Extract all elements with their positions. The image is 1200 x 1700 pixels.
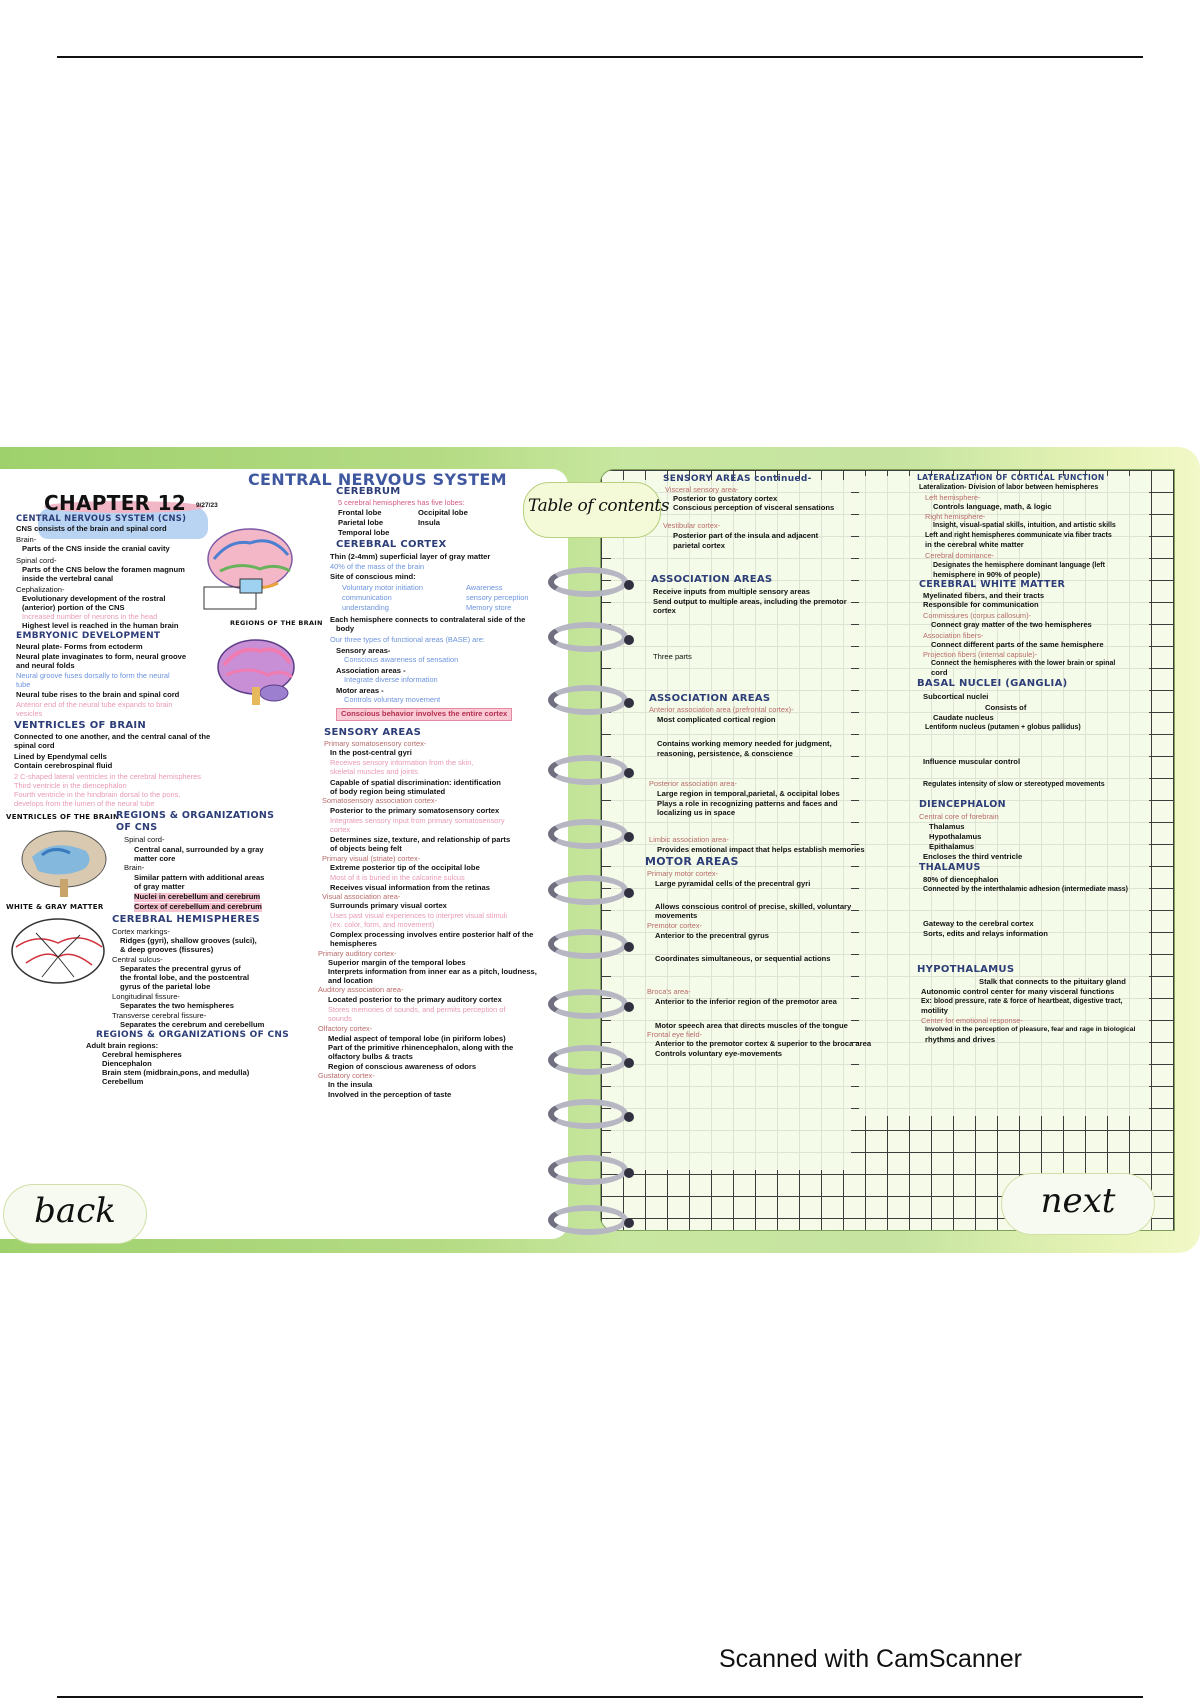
text-line: Cortex markings- [112, 927, 170, 936]
diagram-caption: WHITE & GRAY MATTER [6, 903, 104, 911]
spiral-ring [548, 929, 628, 959]
spiral-ring [548, 989, 628, 1019]
text-line: Neural plate invaginates to form, neural groove [16, 652, 187, 661]
text-line: Controls voluntary movement [344, 695, 441, 704]
text-line: Posterior part of the insula and adjacent [673, 531, 819, 540]
bottom-rule [57, 1696, 1143, 1698]
diagram-caption: VENTRICLES OF THE BRAIN [6, 813, 120, 821]
section-heading: REGIONS & ORGANIZATIONS [116, 810, 275, 821]
text-line: Increased number of neurons in the head [22, 612, 158, 621]
text-line: Central sulcus- [112, 955, 163, 964]
text-line: movements [655, 911, 698, 920]
text-line: Determines size, texture, and relationship of parts [330, 835, 511, 844]
spiral-ring [548, 1155, 628, 1185]
chapter-date: 9/27/23 [196, 502, 218, 509]
white-gray-matter-diagram [6, 913, 110, 989]
text-line: cortex [653, 606, 676, 615]
text-line: Visceral sensory area- [665, 485, 739, 494]
text-line: Subcortical nuclei [923, 692, 989, 701]
text-line: 5 cerebral hemispheres has five lobes: [338, 498, 465, 507]
text-line: Connect different parts of the same hemisphere [931, 640, 1104, 649]
text-line: Medial aspect of temporal lobe (in piriform lobes) [328, 1034, 506, 1043]
text-line: body [336, 624, 355, 633]
text-line: Motor speech area that directs muscles of the tongue [655, 1021, 848, 1030]
text-line: Frontal lobe [338, 508, 382, 517]
text-line: olfactory bulbs & tracts [328, 1052, 413, 1061]
text-line: CNS consists of the brain and spinal cord [16, 524, 167, 533]
spiral-ring [548, 567, 628, 597]
text-line: Lined by Ependymal cells [14, 752, 107, 761]
text-line: Premotor cortex- [647, 921, 703, 930]
right-page [600, 469, 1175, 1231]
text-line: Fourth ventricle in the hindbrain dorsal to the pons, [14, 790, 181, 799]
text-line: Limbic association area- [649, 835, 729, 844]
text-line: sounds [328, 1014, 352, 1023]
text-line: Designates the hemisphere dominant language (left [933, 562, 1105, 569]
text-line: Neural plate- Forms from ectoderm [16, 642, 143, 651]
text-line: Gustatory cortex- [318, 1071, 375, 1080]
text-line: Primary somatosensory cortex- [324, 739, 427, 748]
chapter-title: CHAPTER 12 [44, 491, 187, 515]
text-line: Consists of [985, 703, 1027, 712]
text-line: hemisphere in 90% of people) [933, 570, 1041, 579]
text-line: Integrate diverse information [344, 675, 438, 684]
text-line: Awareness [466, 583, 503, 592]
brain-lateral-diagram [200, 521, 318, 613]
text-line: the frontal lobe, and the postcentral [120, 973, 250, 982]
text-line: spinal cord [14, 741, 55, 750]
text-line: 40% of the mass of the brain [330, 562, 425, 571]
text-line: Encloses the third ventricle [923, 852, 1023, 861]
text-line: Connect the hemispheres with the lower brain or spinal [931, 660, 1116, 667]
text-line: Each hemisphere connects to contralateral side of the [330, 615, 526, 624]
text-line: Separates the precentral gyrus of [120, 964, 241, 973]
text-line: Left hemisphere- [925, 493, 981, 502]
text-line: Region of conscious awareness of odors [328, 1062, 477, 1071]
text-line: Auditory association area- [318, 985, 404, 994]
text-line: reasoning, persistence, & conscience [657, 749, 793, 758]
text-line: Most complicated cortical region [657, 715, 776, 724]
text-line: Our three types of functional areas (BASE) are: [330, 635, 485, 644]
text-line: Right hemisphere- [925, 512, 986, 521]
section-heading: CEREBRAL WHITE MATTER [919, 579, 1066, 590]
text-line: Receive inputs from multiple sensory areas [653, 587, 810, 596]
text-line: inside the vertebral canal [22, 574, 114, 583]
text-line: Cephalization- [16, 585, 65, 594]
text-line: Separates the cerebrum and cerebellum [120, 1020, 265, 1029]
left-page [0, 469, 568, 1239]
text-line: Myelinated fibers, and their tracts [923, 591, 1045, 600]
text-line: Uses past visual experiences to interpret visual stimuli [330, 911, 508, 920]
diagram-caption: REGIONS OF THE BRAIN [230, 619, 323, 627]
text-line: (anterior) portion of the CNS [22, 603, 125, 612]
spiral-ring [548, 1099, 628, 1129]
text-line: Similar pattern with additional areas [134, 873, 265, 882]
section-heading: ASSOCIATION AREAS [649, 693, 771, 704]
text-line: & deep grooves (fissures) [120, 945, 214, 954]
text-line: in the cerebral white matter [925, 540, 1024, 549]
section-heading: BASAL NUCLEI (GANGLIA) [917, 678, 1068, 689]
text-line: sensory perception [466, 593, 529, 602]
text-line: Posterior association area- [649, 779, 737, 788]
text-line: matter core [134, 854, 176, 863]
text-line: 80% of diencephalon [923, 875, 999, 884]
text-line: Most of it is buried in the calcarine sulcus [330, 873, 465, 882]
spiral-ring [548, 819, 628, 849]
text-line: vesicles [16, 709, 43, 718]
text-line: Commissures (corpus callosum)- [923, 611, 1032, 620]
text-line: Ridges (gyri), shallow grooves (sulci), [120, 936, 257, 945]
back-button-label: back [34, 1191, 116, 1231]
text-line: understanding [342, 603, 389, 612]
text-line: Connected by the interthalamic adhesion (intermediate mass) [923, 886, 1128, 893]
text-line: Coordinates simultaneous, or sequential actions [655, 954, 831, 963]
section-heading: CEREBRAL CORTEX [336, 539, 447, 550]
text-line: of objects being felt [330, 844, 402, 853]
text-line: Association areas - [336, 666, 406, 675]
text-line: and neural folds [16, 661, 75, 670]
section-heading: VENTRICLES OF BRAIN [14, 720, 147, 731]
text-line: Large region in temporal,parietal, & occipital lobes [657, 789, 840, 798]
text-line: Conscious perception of visceral sensations [673, 503, 835, 512]
section-heading: THALAMUS [919, 862, 981, 873]
text-line: Ex: blood pressure, rate & force of heartbeat, digestive tract, [921, 998, 1123, 1005]
text-line: Receives sensory information from the skin, [330, 758, 474, 767]
text-line: Capable of spatial discrimination: identification [330, 778, 501, 787]
text-line: Association fibers- [923, 631, 984, 640]
text-line: Contain cerebrospinal fluid [14, 761, 113, 770]
text-line: Sensory areas- [336, 646, 391, 655]
text-line: localizing us in space [657, 808, 736, 817]
text-line: Nuclei in cerebellum and cerebrum [134, 892, 261, 901]
text-line: Insula [418, 518, 440, 527]
section-heading: LATERALIZATION OF CORTICAL FUNCTION [917, 473, 1105, 482]
text-line: cortex [330, 825, 351, 834]
text-line: of body region being stimulated [330, 787, 446, 796]
text-line: Olfactory cortex- [318, 1024, 373, 1033]
text-line: Plays a role in recognizing patterns and faces and [657, 799, 838, 808]
table-of-contents-label[interactable]: Table of contents [528, 496, 670, 516]
text-line: Autonomic control center for many visceral functions [921, 987, 1115, 996]
text-line: Allows conscious control of precise, skilled, voluntary [655, 902, 852, 911]
text-line: Broca's area- [647, 987, 691, 996]
text-line: Transverse cerebral fissure- [112, 1011, 207, 1020]
text-line: Lateralization- Division of labor between hemispheres [919, 484, 1099, 491]
text-line: and location [328, 976, 373, 985]
text-line: Responsible for communication [923, 600, 1039, 609]
text-line: Epithalamus [929, 842, 975, 851]
spiral-ring [548, 755, 628, 785]
text-line: Projection fibers (internal capsule)- [923, 650, 1038, 659]
text-line: Connect gray matter of the two hemispheres [931, 620, 1092, 629]
section-heading: SENSORY AREAS [324, 727, 422, 738]
text-line: Longitudinal fissure- [112, 992, 180, 1001]
text-line: Brain- [124, 863, 145, 872]
text-line: Anterior to the premotor cortex & superior to the broca area [655, 1039, 872, 1048]
spiral-ring [548, 1205, 628, 1235]
text-line: Separates the two hemispheres [120, 1001, 234, 1010]
text-line: Neural tube rises to the brain and spinal cord [16, 690, 180, 699]
text-line: Anterior to the inferior region of the premotor area [655, 997, 837, 1006]
text-line: Parts of the CNS below the foramen magnum [22, 565, 185, 574]
spiral-ring [548, 1045, 628, 1075]
text-line: Adult brain regions: [86, 1041, 159, 1050]
text-line: Caudate nucleus [933, 713, 994, 722]
text-line: Sorts, edits and relays information [923, 929, 1048, 938]
text-line: Anterior association area (prefrontal cortex)- [649, 705, 794, 714]
section-heading: OF CNS [116, 822, 158, 833]
text-line: Conscious awareness of sensation [344, 655, 459, 664]
text-line: Cortex of cerebellum and cerebrum [134, 902, 262, 911]
text-line: rhythms and drives [925, 1035, 996, 1044]
text-line: communication [342, 593, 392, 602]
text-line: Large pyramidal cells of the precentral gyri [655, 879, 811, 888]
text-line: of gray matter [134, 882, 185, 891]
text-line: Influence muscular control [923, 757, 1021, 766]
section-heading: MOTOR AREAS [645, 855, 739, 868]
text-line: Involved in the perception of pleasure, fear and rage in biological [925, 1026, 1136, 1033]
text-line: Involved in the perception of taste [328, 1090, 452, 1099]
text-line: Receives visual information from the retinas [330, 883, 490, 892]
section-heading: HYPOTHALAMUS [917, 964, 1015, 975]
text-line: Stalk that connects to the pituitary gland [979, 977, 1126, 986]
text-line: Posterior to gustatory cortex [673, 494, 778, 503]
text-line: Regulates intensity of slow or stereotyped movements [923, 781, 1105, 788]
section-heading: CEREBRAL HEMISPHERES [112, 914, 260, 925]
text-line: tube [16, 680, 31, 689]
text-line: Voluntary motor initiation [342, 583, 423, 592]
text-line: Highest level is reached in the human brain [22, 621, 179, 630]
section-heading: ASSOCIATION AREAS [651, 574, 773, 585]
text-line: motility [921, 1006, 949, 1015]
text-line: Contains working memory needed for judgment, [657, 739, 832, 748]
text-line: skeletal muscles and joints [330, 767, 418, 776]
text-line: Neural groove fuses dorsally to form the neural [16, 671, 170, 680]
text-line: In the post-central gyri [330, 748, 412, 757]
text-line: cord [931, 668, 948, 677]
text-line: Primary visual (striate) cortex- [322, 854, 421, 863]
text-line: Central core of forebrain [919, 812, 999, 821]
text-line: Vestibular cortex- [663, 521, 721, 530]
text-line: Send output to multiple areas, including the premotor [653, 597, 847, 606]
text-line: hemispheres [330, 939, 377, 948]
text-line: Primary auditory cortex- [318, 949, 397, 958]
section-heading: SENSORY AREAS continued- [663, 474, 812, 484]
text-line: Evolutionary development of the rostral [22, 594, 166, 603]
text-line: Thin (2-4mm) superficial layer of gray matter [330, 552, 491, 561]
text-line: Left and right hemispheres communicate via fiber tracts [925, 532, 1112, 539]
spiral-ring [548, 685, 628, 715]
text-line: Site of conscious mind: [330, 572, 416, 581]
text-line: Controls language, math, & logic [933, 502, 1052, 511]
text-line: Controls voluntary eye-movements [655, 1049, 783, 1058]
text-line: Cerebral hemispheres [102, 1050, 182, 1059]
text-line: Memory store [466, 603, 512, 612]
text-line: Surrounds primary visual cortex [330, 901, 447, 910]
text-line: Extreme posterior tip of the occipital lobe [330, 863, 480, 872]
text-line: Spinal cord- [124, 835, 165, 844]
top-rule [57, 56, 1143, 58]
text-line: parietal cortex [673, 541, 725, 550]
text-line: Cerebellum [102, 1077, 144, 1086]
text-line: Temporal lobe [338, 528, 390, 537]
text-line: Brain- [16, 535, 37, 544]
page-header: CENTRAL NERVOUS SYSTEM [248, 470, 507, 489]
text-line: Visual association area- [322, 892, 401, 901]
text-line: Parietal lobe [338, 518, 384, 527]
spiral-ring [548, 875, 628, 905]
text-line: Parts of the CNS inside the cranial cavity [22, 544, 170, 553]
digital-notebook [0, 447, 1200, 1253]
text-line: Motor areas - [336, 686, 384, 695]
text-line: Anterior end of the neural tube expands to brain [16, 700, 173, 709]
text-line: 2 C-shaped lateral ventricles in the cerebral hemispheres [14, 772, 201, 781]
back-button[interactable] [4, 1185, 146, 1243]
camscanner-watermark: Scanned with CamScanner [719, 1645, 1022, 1673]
text-line: Brain stem (midbrain,pons, and medulla) [102, 1068, 250, 1077]
text-line: Three parts [653, 652, 692, 661]
text-line: Central canal, surrounded by a gray [134, 845, 264, 854]
text-line: Cerebral dominance- [925, 551, 995, 560]
text-line: Provides emotional impact that helps establish memories [657, 845, 865, 854]
section-heading: EMBRYONIC DEVELOPMENT [16, 631, 161, 641]
text-line: Spinal cord- [16, 556, 57, 565]
text-line: Complex processing involves entire posterior half of the [330, 930, 534, 939]
text-line: Posterior to the primary somatosensory cortex [330, 806, 500, 815]
text-line: Anterior to the precentral gyrus [655, 931, 769, 940]
text-line: Frontal eye field- [647, 1030, 703, 1039]
text-line: Occipital lobe [418, 508, 468, 517]
section-heading: REGIONS & ORGANIZATIONS OF CNS [96, 1030, 290, 1040]
text-line: develops from the lumen of the neural tube [14, 799, 155, 808]
text-line: Superior margin of the temporal lobes [328, 958, 466, 967]
text-line: Part of the primitive rhinencephalon, along with the [328, 1043, 514, 1052]
section-heading: CEREBRUM [336, 486, 401, 497]
text-line: Connected to one another, and the central canal of the [14, 732, 211, 741]
text-line: Lentiform nucleus (putamen + globus pallidus) [925, 724, 1081, 731]
text-line: Diencephalon [102, 1059, 152, 1068]
section-heading: DIENCEPHALON [919, 799, 1006, 810]
text-line: Located posterior to the primary auditory cortex [328, 995, 502, 1004]
next-button[interactable] [1002, 1174, 1154, 1234]
text-line: In the insula [328, 1080, 373, 1089]
text-line: Third ventricle in the diencephalon [14, 781, 127, 790]
next-button-label: next [1040, 1181, 1116, 1221]
cns-heading: CENTRAL NERVOUS SYSTEM (CNS) [16, 513, 187, 523]
text-line: Hypothalamus [929, 832, 982, 841]
ventricles-diagram [14, 825, 110, 899]
text-line: Thalamus [929, 822, 965, 831]
text-line: Interprets information from inner ear as a pitch, loudness, [328, 967, 537, 976]
text-line: Somatosensory association cortex- [322, 796, 438, 805]
text-line: gyrus of the parietal lobe [120, 982, 211, 991]
text-line: Center for emotional response- [921, 1016, 1023, 1025]
spiral-ring [548, 622, 628, 652]
text-line: Primary motor cortex- [647, 869, 719, 878]
text-line: Integrates sensory input from primary somatosensory [330, 816, 505, 825]
text-line: Gateway to the cerebral cortex [923, 919, 1034, 928]
text-line: Insight, visual-spatial skills, intuition, and artistic skills [933, 522, 1116, 529]
highlight-box: Conscious behavior involves the entire cortex [336, 708, 512, 721]
text-line: (ex. color, form, and movement) [330, 920, 435, 929]
brain-regions-diagram [212, 635, 302, 707]
text-line: Stores memories of sounds, and permits perception of [328, 1005, 506, 1014]
